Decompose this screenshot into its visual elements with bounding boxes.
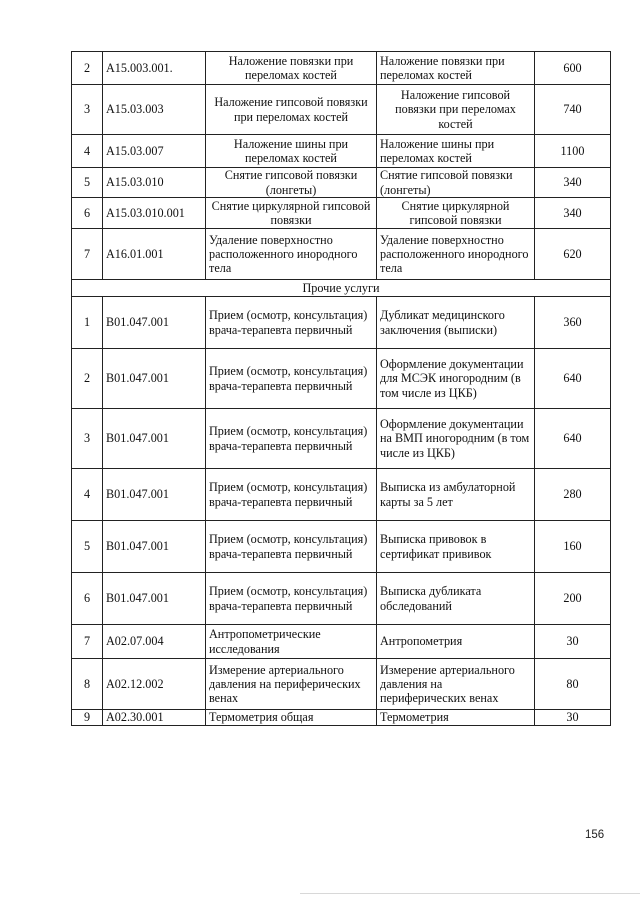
service-description: Выписка из амбулаторной карты за 5 лет — [377, 469, 535, 521]
service-price: 30 — [535, 625, 611, 659]
row-number: 2 — [72, 349, 103, 409]
service-code: A15.03.010.001 — [103, 198, 206, 229]
service-description: Оформление документации на ВМП иногородним (в том числе из ЦКБ) — [377, 409, 535, 469]
service-description: Снятие гипсовой повязки (лонгеты) — [377, 168, 535, 198]
service-description: Измерение артериального давления на периферических венах — [377, 659, 535, 710]
table-row — [72, 659, 611, 710]
service-price: 640 — [535, 349, 611, 409]
service-code: A02.30.001 — [103, 710, 206, 726]
service-price: 80 — [535, 659, 611, 710]
service-name: Прием (осмотр, консультация) врача-терапевта первичный — [206, 409, 377, 469]
service-name: Наложение гипсовой повязки при переломах костей — [206, 85, 377, 135]
service-code: A16.01.001 — [103, 229, 206, 280]
service-price: 360 — [535, 297, 611, 349]
row-number: 4 — [72, 135, 103, 168]
row-number: 7 — [72, 625, 103, 659]
service-name: Наложение шины при переломах костей — [206, 135, 377, 168]
service-code: A02.07.004 — [103, 625, 206, 659]
service-code: A15.03.010 — [103, 168, 206, 198]
row-number: 9 — [72, 710, 103, 726]
row-number: 4 — [72, 469, 103, 521]
service-price: 200 — [535, 573, 611, 625]
service-name: Наложение повязки при переломах костей — [206, 52, 377, 85]
table-row — [72, 469, 611, 521]
service-name: Прием (осмотр, консультация) врача-терапевта первичный — [206, 573, 377, 625]
row-number: 8 — [72, 659, 103, 710]
table-row — [72, 409, 611, 469]
service-name: Прием (осмотр, консультация) врача-терапевта первичный — [206, 297, 377, 349]
service-description: Антропометрия — [377, 625, 535, 659]
service-code: B01.047.001 — [103, 469, 206, 521]
service-description: Термометрия — [377, 710, 535, 726]
service-price: 280 — [535, 469, 611, 521]
service-description: Наложение шины при переломах костей — [377, 135, 535, 168]
row-number: 5 — [72, 168, 103, 198]
service-name: Удаление поверхностно расположенного инородного тела — [206, 229, 377, 280]
service-code: B01.047.001 — [103, 521, 206, 573]
price-table — [71, 51, 611, 726]
table-row — [72, 135, 611, 168]
service-price: 1100 — [535, 135, 611, 168]
service-price: 160 — [535, 521, 611, 573]
row-number: 3 — [72, 85, 103, 135]
service-code: B01.047.001 — [103, 409, 206, 469]
service-code: A15.03.007 — [103, 135, 206, 168]
row-number: 7 — [72, 229, 103, 280]
table-row — [72, 297, 611, 349]
service-price: 30 — [535, 710, 611, 726]
table-row — [72, 85, 611, 135]
service-description: Удаление поверхностно расположенного инородного тела — [377, 229, 535, 280]
service-name: Снятие циркулярной гипсовой повязки — [206, 198, 377, 229]
service-code: B01.047.001 — [103, 573, 206, 625]
table-row — [72, 168, 611, 198]
service-description: Выписка привовок в сертификат прививок — [377, 521, 535, 573]
service-price: 340 — [535, 168, 611, 198]
service-description: Снятие циркулярной гипсовой повязки — [377, 198, 535, 229]
service-description: Оформление документации для МСЭК иногородним (в том числе из ЦКБ) — [377, 349, 535, 409]
service-description: Дубликат медицинского заключения (выписки) — [377, 297, 535, 349]
service-code: B01.047.001 — [103, 297, 206, 349]
service-description: Наложение повязки при переломах костей — [377, 52, 535, 85]
page-number: 156 — [585, 829, 605, 841]
service-price: 600 — [535, 52, 611, 85]
row-number: 6 — [72, 573, 103, 625]
scan-edge-divider — [300, 893, 640, 894]
table-row — [72, 573, 611, 625]
table-row — [72, 349, 611, 409]
service-description: Выписка дубликата обследований — [377, 573, 535, 625]
row-number: 6 — [72, 198, 103, 229]
service-name: Прием (осмотр, консультация) врача-терапевта первичный — [206, 469, 377, 521]
service-price: 620 — [535, 229, 611, 280]
section-header-row — [72, 280, 611, 297]
service-name: Прием (осмотр, консультация) врача-терапевта первичный — [206, 349, 377, 409]
service-description: Наложение гипсовой повязки при переломах костей — [377, 85, 535, 135]
service-price: 640 — [535, 409, 611, 469]
service-code: A15.003.001. — [103, 52, 206, 85]
table-row — [72, 198, 611, 229]
service-name: Измерение артериального давления на периферических венах — [206, 659, 377, 710]
table-row — [72, 52, 611, 85]
row-number: 3 — [72, 409, 103, 469]
service-code: A02.12.002 — [103, 659, 206, 710]
table-row — [72, 229, 611, 280]
row-number: 2 — [72, 52, 103, 85]
section-title: Прочие услуги — [72, 280, 611, 297]
service-name: Антропометрические исследования — [206, 625, 377, 659]
table-row — [72, 521, 611, 573]
service-price: 340 — [535, 198, 611, 229]
row-number: 5 — [72, 521, 103, 573]
service-name: Термометрия общая — [206, 710, 377, 726]
service-price: 740 — [535, 85, 611, 135]
service-name: Прием (осмотр, консультация) врача-терапевта первичный — [206, 521, 377, 573]
table-row — [72, 710, 611, 726]
service-name: Снятие гипсовой повязки (лонгеты) — [206, 168, 377, 198]
service-code: A15.03.003 — [103, 85, 206, 135]
table-row — [72, 625, 611, 659]
service-code: B01.047.001 — [103, 349, 206, 409]
row-number: 1 — [72, 297, 103, 349]
